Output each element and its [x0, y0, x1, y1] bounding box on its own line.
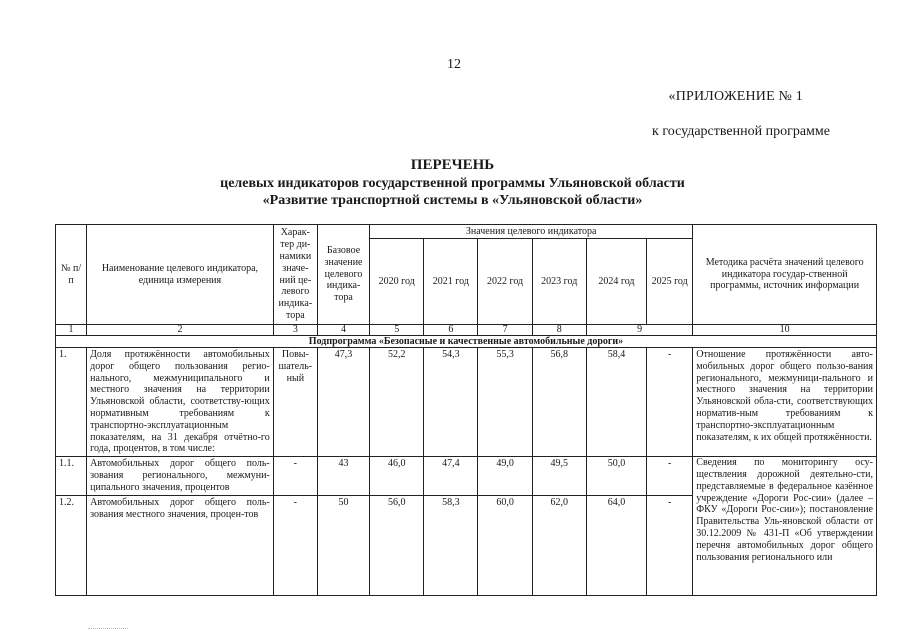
row-value-2022: 49,0 [478, 457, 532, 496]
column-number: 9 [586, 325, 692, 336]
row-value-2020: 46,0 [370, 457, 424, 496]
subprogram-row [56, 336, 877, 348]
column-number: 8 [532, 325, 586, 336]
table-row [56, 457, 877, 496]
row-value-2025: - [647, 457, 693, 496]
document-title: ПЕРЕЧЕНЬ [410, 157, 495, 173]
header-year-2023: 2023 год [532, 239, 586, 325]
row-base: 43 [317, 457, 369, 496]
header-character: Харак-тер ди-намики значе-ний це-левого индика-тора [273, 225, 317, 325]
table-row [56, 348, 877, 457]
row-value-2025: - [647, 348, 693, 457]
row-num: 1.1. [56, 457, 87, 496]
document-subtitle-line1: целевых индикаторов государственной программы Ульяновской области [220, 176, 685, 191]
row-value-2020: 56,0 [370, 495, 424, 595]
row-base: 50 [317, 495, 369, 595]
row-value-2024: 58,4 [586, 348, 646, 457]
row-value-2023: 62,0 [532, 495, 586, 595]
row-value-2024: 50,0 [586, 457, 646, 496]
column-number: 5 [370, 325, 424, 336]
column-numbers-row [56, 325, 877, 336]
row-value-2025: - [647, 495, 693, 595]
row-value-2021: 58,3 [424, 495, 478, 595]
column-number: 1 [56, 325, 87, 336]
column-number: 10 [693, 325, 877, 336]
row-base: 47,3 [317, 348, 369, 457]
header-name: Наименование целевого индикатора, единица измерения [87, 225, 274, 325]
column-number: 6 [424, 325, 478, 336]
document-subtitle-line2: «Развитие транспортной системы в «Ульяновской области» [262, 193, 643, 208]
row-name: Автомобильных дорог общего поль-зования регионального, межмуни-ципального значения, процентов [87, 457, 274, 496]
row-character: - [273, 495, 317, 595]
row-name: Доля протяжённости автомобильных дорог общего пользования регио-нального, межмуниципального и местного значения на территории Ульяновской области, соответству-ющих нормативным требованиям к транспортно-эксплуатационным показателям, на 31 декабря отчётно-го года, процентов, в том числе: [87, 348, 274, 457]
row-character: Повы-шатель-ный [273, 348, 317, 457]
row-num: 1.2. [56, 495, 87, 595]
appendix-label: «ПРИЛОЖЕНИЕ № 1 [668, 89, 803, 104]
row-value-2022: 60,0 [478, 495, 532, 595]
row-value-2024: 64,0 [586, 495, 646, 595]
indicators-table [55, 224, 877, 596]
row-num: 1. [56, 348, 87, 457]
row-method-text: Сведения по мониторингу осу-ществления дорожной деятельно-сти, представляемые в федеральное казённое учреждение «Дороги Рос-сии» (далее – ФКУ «Дороги Рос-сии»); постановление Правительства Уль-яновской области от 30.12.2009 № 431-П «Об утверждении перечня автомобильных дорог общего пользования регионального или [696, 457, 873, 563]
row-name: Автомобильных дорог общего поль-зования местного значения, процен-тов [87, 495, 274, 595]
row-value-2021: 54,3 [424, 348, 478, 457]
row-value-2020: 52,2 [370, 348, 424, 457]
header-year-2025: 2025 год [647, 239, 693, 325]
column-number: 4 [317, 325, 369, 336]
subprogram-title: Подпрограмма «Безопасные и качественные автомобильные дороги» [56, 336, 877, 348]
column-number: 7 [478, 325, 532, 336]
appendix-subtitle: к государственной программе [652, 124, 830, 139]
scan-artifact [88, 628, 128, 629]
column-number: 2 [87, 325, 274, 336]
row-method-merged [693, 457, 877, 596]
header-year-2021: 2021 год [424, 239, 478, 325]
header-values-group: Значения целевого индикатора [370, 225, 693, 239]
row-value-2022: 55,3 [478, 348, 532, 457]
row-value-2023: 49,5 [532, 457, 586, 496]
header-year-2020: 2020 год [370, 239, 424, 325]
header-method: Методика расчёта значений целевого индикатора государ-ственной программы, источник информации [693, 225, 877, 325]
header-year-2022: 2022 год [478, 239, 532, 325]
header-num: № п/п [56, 225, 87, 325]
row-method: Отношение протяжённости авто-мобильных дорог общего пользо-вания регионального, межмуници-пального и местного значения на территории Ульяновской обла-сти, соответствующих норматив-ным требованиям к транспортно-эксплуатационным показателям, к их общей протяжённости. [693, 348, 877, 457]
row-value-2023: 56,8 [532, 348, 586, 457]
row-value-2021: 47,4 [424, 457, 478, 496]
header-year-2024: 2024 год [586, 239, 646, 325]
row-character: - [273, 457, 317, 496]
column-number: 3 [273, 325, 317, 336]
header-base: Базовое значение целевого индика-тора [317, 225, 369, 325]
page-number: 12 [447, 57, 461, 72]
